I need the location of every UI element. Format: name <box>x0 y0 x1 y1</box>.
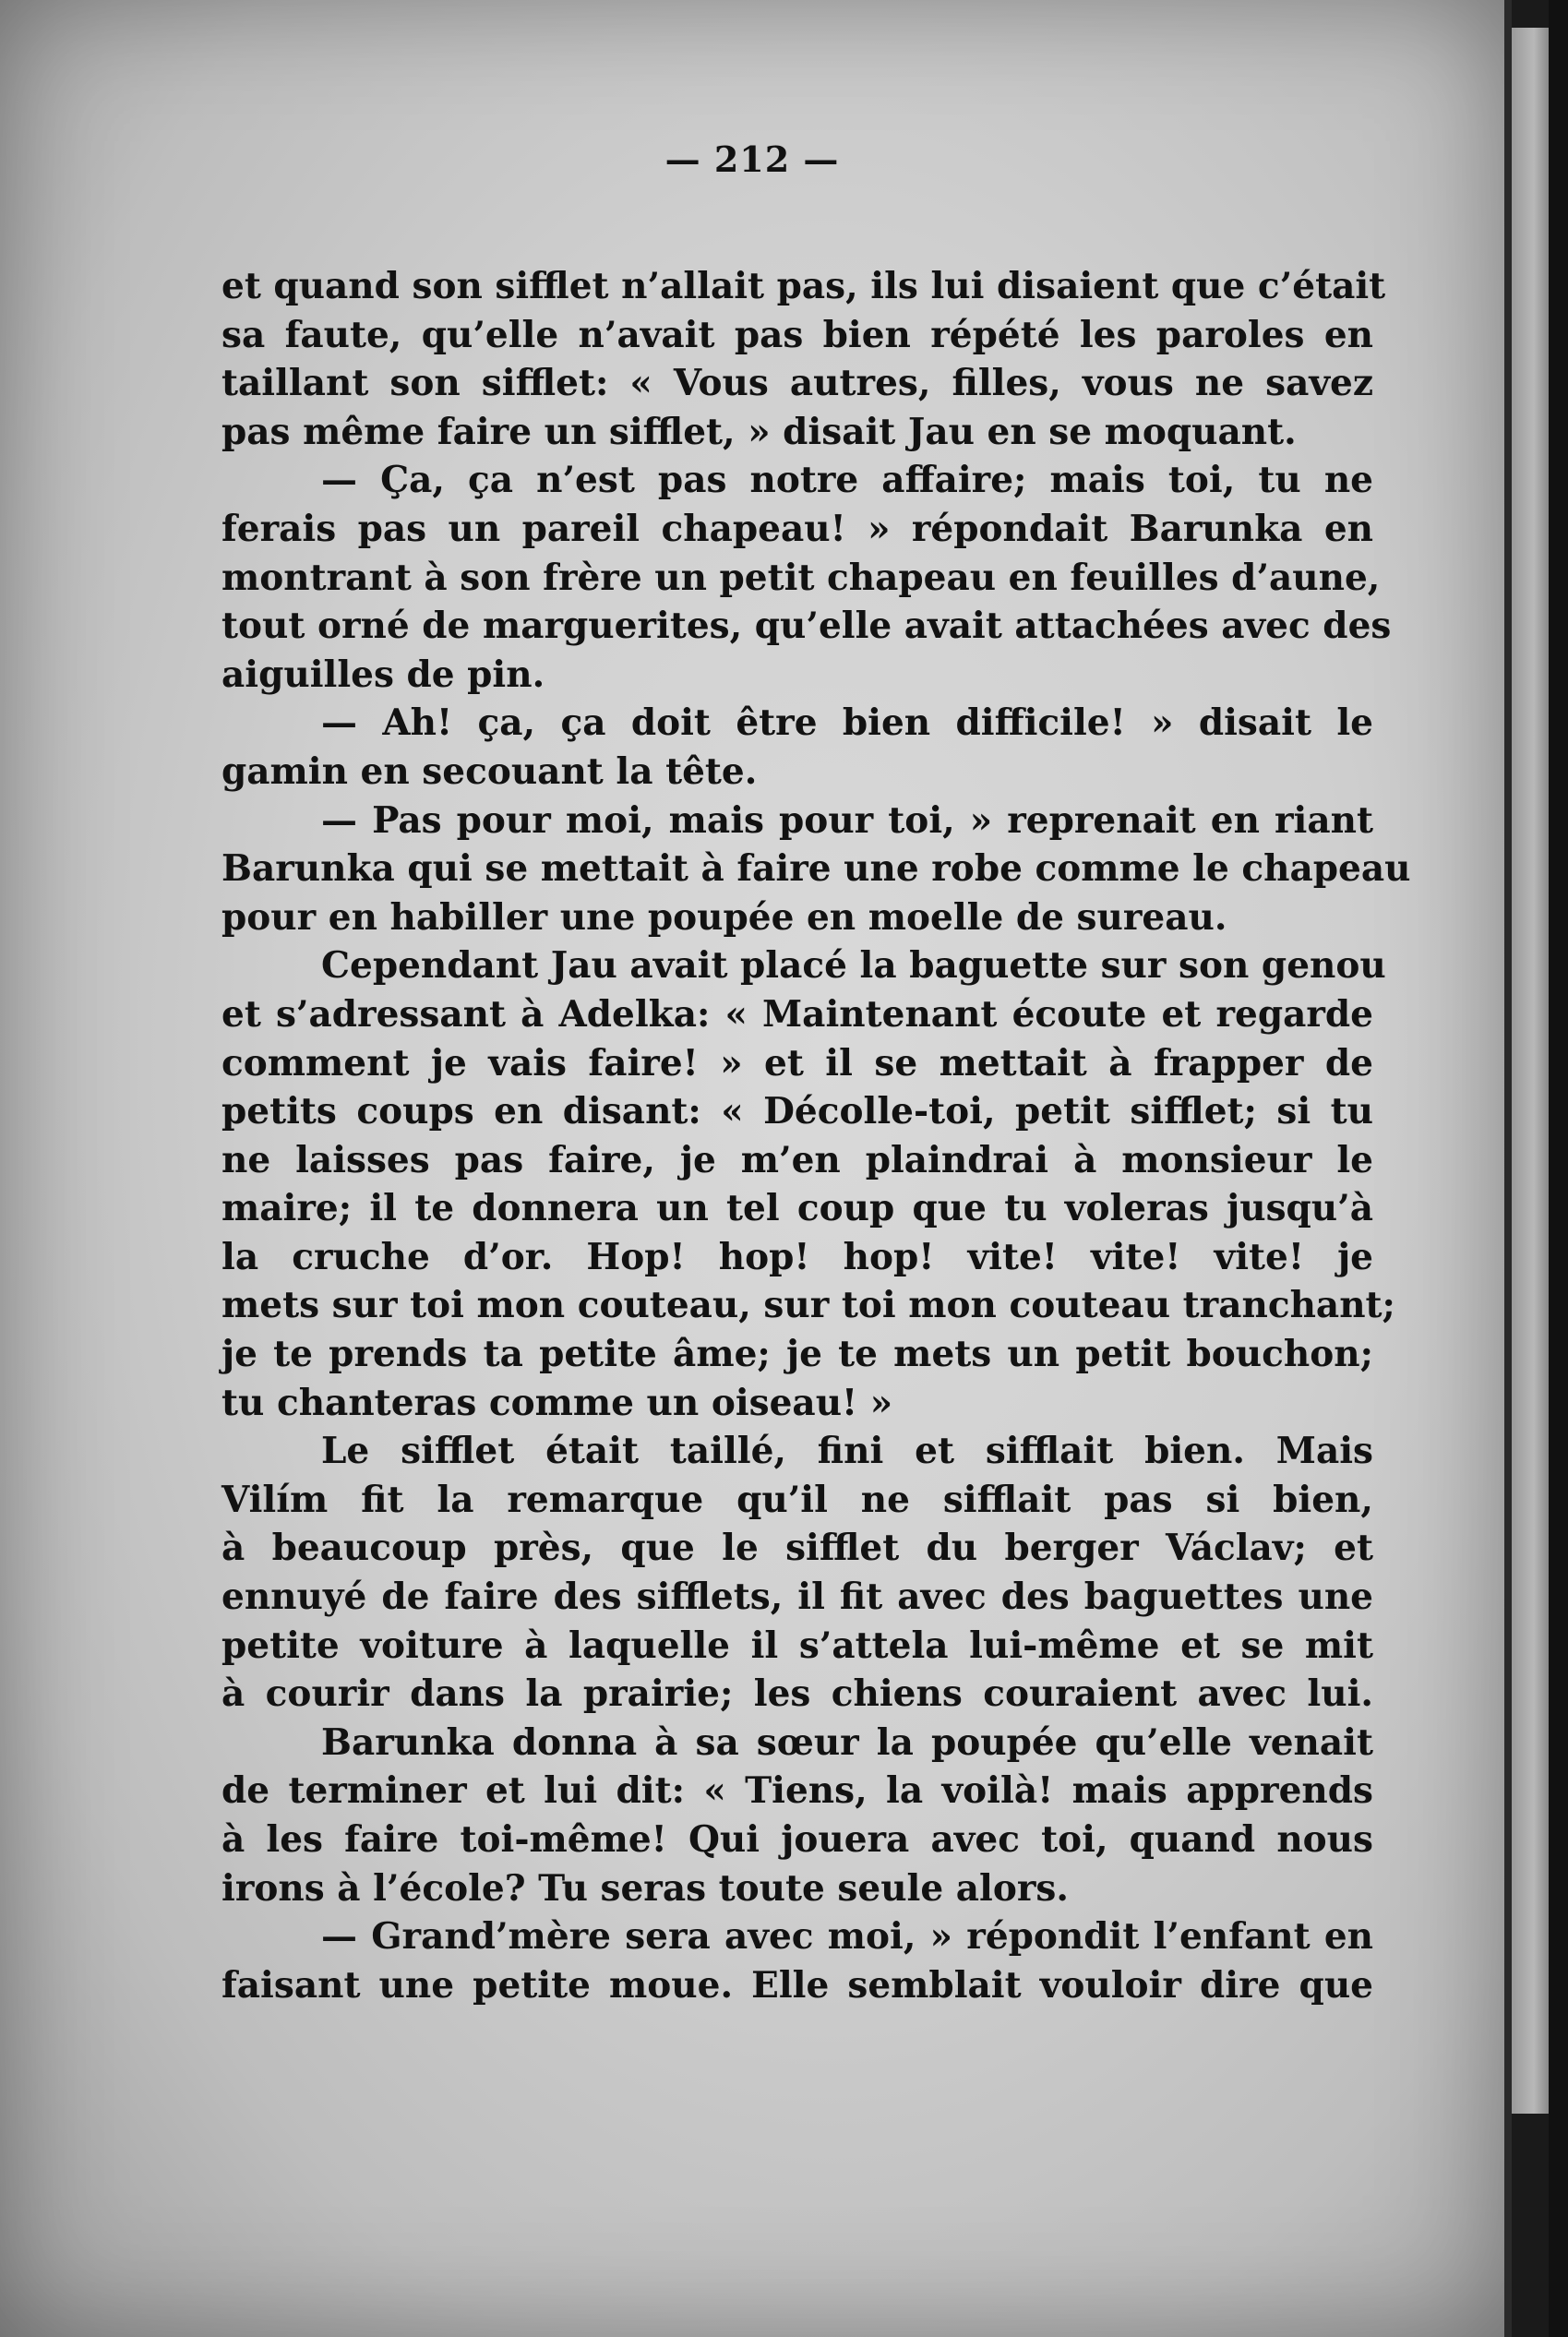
text-line: petits coups en disant: « Décolle-toi, petit sifflet; si tu <box>221 1090 1373 1133</box>
text-line: à les faire toi-même! Qui jouera avec toi, quand nous <box>221 1818 1373 1861</box>
text-line: je te prends ta petite âme; je te mets un petit bouchon; <box>221 1333 1373 1376</box>
text-line: faisant une petite moue. Elle semblait vouloir dire que <box>221 1963 1373 2007</box>
text-line: Vilím fit la remarque qu’il ne sifflait pas si bien, <box>221 1478 1373 1521</box>
text-line: gamin en secouant la tête. <box>221 749 758 793</box>
text-line: de terminer et lui dit: « Tiens, la voilà! mais apprends <box>221 1769 1373 1813</box>
text-line: la cruche d’or. Hop! hop! hop! vite! vite! vite! je <box>221 1235 1373 1278</box>
page-edge-shadow <box>1504 0 1512 2337</box>
text-line: tu chanteras comme un oiseau! » <box>221 1381 893 1424</box>
text-line: mets sur toi mon couteau, sur toi mon couteau tranchant; <box>221 1284 1395 1327</box>
text-line: petite voiture à laquelle il s’attela lui-même et se mit <box>221 1624 1373 1667</box>
next-page-edge <box>1512 28 1549 2114</box>
text-line: tout orné de marguerites, qu’elle avait attachées avec des <box>221 605 1392 648</box>
text-line: Barunka qui se mettait à faire une robe comme le chapeau <box>221 847 1411 891</box>
text-line: pour en habiller une poupée en moelle de sureau. <box>221 895 1227 939</box>
body-text <box>221 262 1411 2009</box>
text-line: sa faute, qu’elle n’avait pas bien répété les paroles en <box>221 313 1373 356</box>
text-line: ferais pas un pareil chapeau! » répondait Barunka en <box>221 507 1373 550</box>
text-line: aiguilles de pin. <box>221 653 545 696</box>
text-line: Le sifflet était taillé, fini et sifflait bien. Mais <box>321 1430 1373 1473</box>
text-line: montrant à son frère un petit chapeau en feuilles d’aune, <box>221 556 1381 599</box>
scan-border <box>1549 0 1568 2337</box>
text-line: — Grand’mère sera avec moi, » répondit l’enfant en <box>321 1915 1373 1959</box>
text-line: — Ah! ça, ça doit être bien difficile! » disait le <box>321 701 1373 745</box>
page-number: — 212 — <box>664 138 840 180</box>
text-line: irons à l’école? Tu seras toute seule alors. <box>221 1866 1069 1910</box>
text-line: ne laisses pas faire, je m’en plaindrai à monsieur le <box>221 1138 1373 1181</box>
text-line: ennuyé de faire des sifflets, il fit avec des baguettes une <box>221 1576 1373 1619</box>
text-line: Cependant Jau avait placé la baguette sur son genou <box>321 944 1386 988</box>
text-line: — Pas pour moi, mais pour toi, » reprenait en riant <box>321 798 1373 842</box>
text-line: pas même faire un sifflet, » disait Jau en se moquant. <box>221 410 1297 453</box>
text-line: taillant son sifflet: « Vous autres, filles, vous ne savez <box>221 362 1373 405</box>
text-line: à courir dans la prairie; les chiens couraient avec lui. <box>221 1672 1373 1716</box>
text-line: et s’adressant à Adelka: « Maintenant écoute et regarde <box>221 992 1373 1036</box>
text-line: maire; il te donnera un tel coup que tu voleras jusqu’à <box>221 1187 1373 1230</box>
text-line: à beaucoup près, que le sifflet du berger Václav; et <box>221 1527 1373 1570</box>
text-line: Barunka donna à sa sœur la poupée qu’elle venait <box>321 1720 1373 1764</box>
text-line: — Ça, ça n’est pas notre affaire; mais toi, tu ne <box>321 459 1373 502</box>
text-line: comment je vais faire! » et il se mettait à frapper de <box>221 1041 1373 1085</box>
text-line: et quand son sifflet n’allait pas, ils lui disaient que c’était <box>221 265 1386 307</box>
